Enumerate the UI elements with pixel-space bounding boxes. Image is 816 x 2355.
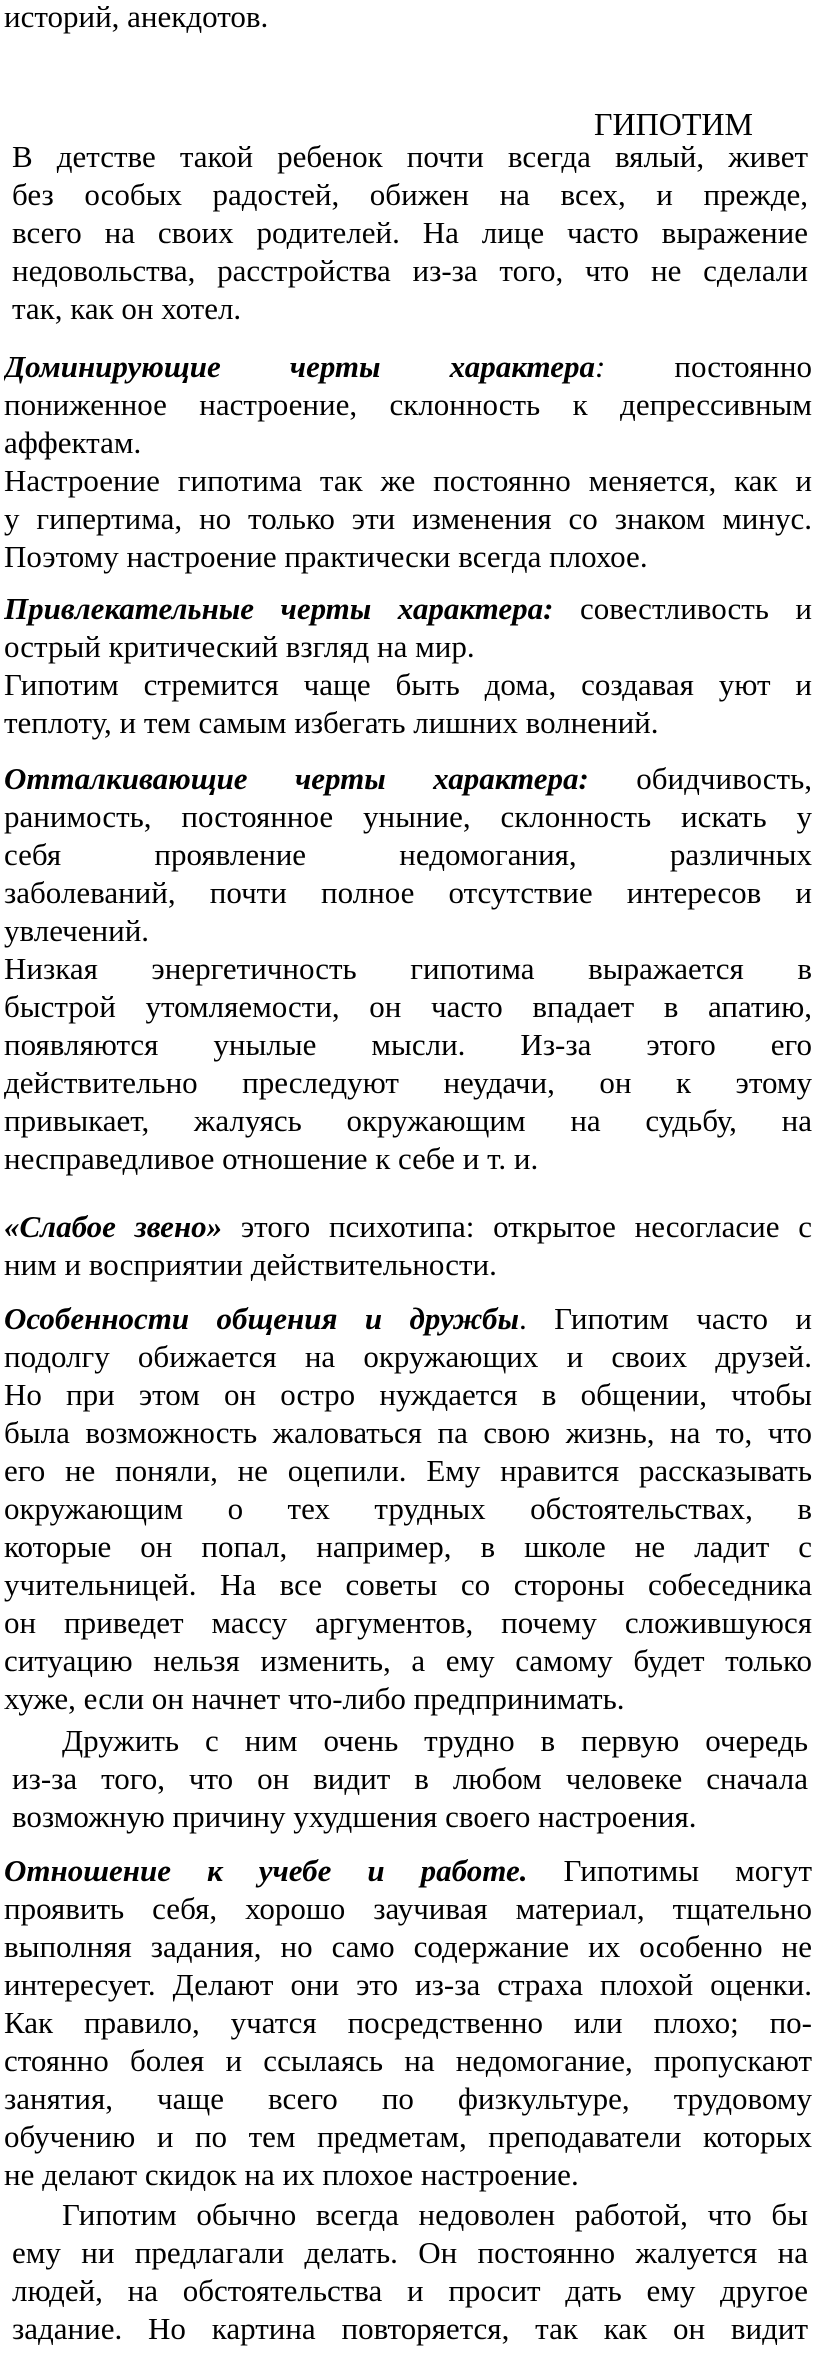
- repulsive-traits-section: [4, 760, 812, 1178]
- text-line: была возможность жаловаться па свою жизнь, на то, что: [4, 1415, 812, 1450]
- communication-section: [4, 1300, 812, 1718]
- text-line: у гипертима, но только эти изменения со знаком минус.: [4, 501, 812, 536]
- text-line: всего на своих родителей. На лице часто выражение: [12, 215, 808, 250]
- text-run: этого психотипа: открытое несогласие с: [222, 1209, 812, 1244]
- text-line: Как правило, учатся посредственно или плохо; по-: [4, 2005, 812, 2040]
- text-line: ситуацию нельзя изменить, а ему самому будет только: [4, 1643, 812, 1678]
- study-work-heading: Отношение к учебе и работе.: [4, 1853, 528, 1888]
- text-line: его не поняли, не оцепили. Ему нравится рассказывать: [4, 1453, 812, 1488]
- text-line: выполняя задания, но само содержание их особенно не: [4, 1929, 812, 1964]
- text-line: пониженное настроение, склонность к депрессивным: [4, 387, 812, 422]
- text-line: ему ни предлагали делать. Он постоянно жалуется на: [12, 2235, 808, 2270]
- text-line: из-за того, что он видит в любом человеке сначала: [12, 1761, 808, 1796]
- text-line: он приведет массу аргументов, почему сложившуюся: [4, 1605, 812, 1640]
- text-line: так, как он хотел.: [12, 291, 242, 326]
- text-line: себя проявление недомогания, различных: [4, 837, 812, 872]
- text-run: совестливость и: [553, 591, 812, 626]
- heading-colon: :: [594, 349, 606, 384]
- text-line: окружающим о тех трудных обстоятельствах, в: [4, 1491, 812, 1526]
- text-line: возможную причину ухудшения своего настроения.: [12, 1799, 697, 1834]
- text-line: действительно преследуют неудачи, он к этому: [4, 1065, 812, 1100]
- text-line: Гипотим обычно всегда недоволен работой, что бы: [62, 2197, 808, 2232]
- text-line: [4, 590, 812, 628]
- text-line: [4, 348, 812, 386]
- weak-link-heading: «Слабое звено»: [4, 1209, 223, 1244]
- text-line: людей, на обстоятельства и просит дать ему другое: [12, 2273, 808, 2308]
- text-line: Гипотим стремится чаще быть дома, создавая уют и: [4, 667, 812, 702]
- text-line: проявить себя, хорошо заучивая материал, тщательно: [4, 1891, 812, 1926]
- text-line: ним и восприятии действительности.: [4, 1247, 497, 1282]
- text-line: появляются унылые мысли. Из-за этого его: [4, 1027, 812, 1062]
- text-line: В детстве такой ребенок почти всегда вялый, живет: [12, 139, 808, 174]
- text-line: заболеваний, почти полное отсутствие интересов и: [4, 875, 812, 910]
- attractive-traits-section: [4, 590, 812, 742]
- text-line: [4, 760, 812, 798]
- text-run: . Гипотим часто и: [519, 1301, 812, 1336]
- text-line: не делают скидок на их плохое настроение.: [4, 2157, 579, 2192]
- text-run: обидчивость,: [588, 761, 812, 796]
- text-line: ранимость, постоянное уныние, склонность искать у: [4, 799, 812, 834]
- dominant-heading: Доминирующие черты характера: [4, 349, 595, 384]
- study-work-section: [4, 1852, 812, 2194]
- text-line: хуже, если он начнет что-либо предпринимать.: [4, 1681, 625, 1716]
- text-line: учительницей. На все советы со стороны собеседника: [4, 1567, 812, 1602]
- text-line: Низкая энергетичность гипотима выражается в: [4, 951, 812, 986]
- text-line: Дружить с ним очень трудно в первую очередь: [62, 1723, 808, 1758]
- text-line: острый критический взгляд на мир.: [4, 629, 475, 664]
- text-line: [4, 1208, 812, 1246]
- text-line: интересует. Делают они это из-за страха плохой оценки.: [4, 1967, 812, 2002]
- top-fragment: [4, 0, 812, 36]
- intro-paragraph: [12, 138, 808, 328]
- text-line: без особых радостей, обижен на всех, и прежде,: [12, 177, 808, 212]
- text-line: теплоту, и тем самым избегать лишних волнений.: [4, 705, 659, 740]
- text-line: Но при этом он остро нуждается в общении, чтобы: [4, 1377, 812, 1412]
- attractive-heading: Привлекательные черты характера:: [4, 591, 554, 626]
- text-line: [4, 1852, 812, 1890]
- text-line: быстрой утомляемости, он часто впадает в апатию,: [4, 989, 812, 1024]
- text-line: привыкает, жалуясь окружающим на судьбу, на: [4, 1103, 812, 1138]
- section-title: ГИПОТИМ: [594, 106, 753, 142]
- text-line: Настроение гипотима так же постоянно меняется, как и: [4, 463, 812, 498]
- text-line: несправедливое отношение к себе и т. и.: [4, 1141, 539, 1176]
- communication-paragraph-2: [12, 1722, 808, 1836]
- text-line: подолгу обижается на окружающих и своих друзей.: [4, 1339, 812, 1374]
- text-run: Гипотимы могут: [527, 1853, 812, 1888]
- text-line: [4, 1300, 812, 1338]
- text-run: постоянно: [674, 349, 812, 384]
- repulsive-heading: Отталкивающие черты характера:: [4, 761, 589, 796]
- weak-link-section: [4, 1208, 812, 1284]
- communication-heading: Особенности общения и дружбы: [4, 1301, 520, 1336]
- text-line: стоянно болея и ссылаясь на недомогание, пропускают: [4, 2043, 812, 2078]
- text-line: Поэтому настроение практически всегда плохое.: [4, 539, 648, 574]
- text-line: занятия, чаще всего по физкультуре, трудовому: [4, 2081, 812, 2116]
- text-line: задание. Но картина повторяется, так как он видит: [12, 2311, 808, 2346]
- text-line: увлечений.: [4, 913, 150, 948]
- text-line: обучению и по тем предметам, преподаватели которых: [4, 2119, 812, 2154]
- study-work-paragraph-2: [12, 2196, 808, 2348]
- text-line: аффектам.: [4, 425, 142, 460]
- dominant-traits-section: [4, 348, 812, 576]
- text-line: историй, анекдотов.: [4, 0, 269, 34]
- text-line: недовольства, расстройства из-за того, что не сделали: [12, 253, 808, 288]
- text-line: которые он попал, например, в школе не ладит с: [4, 1529, 812, 1564]
